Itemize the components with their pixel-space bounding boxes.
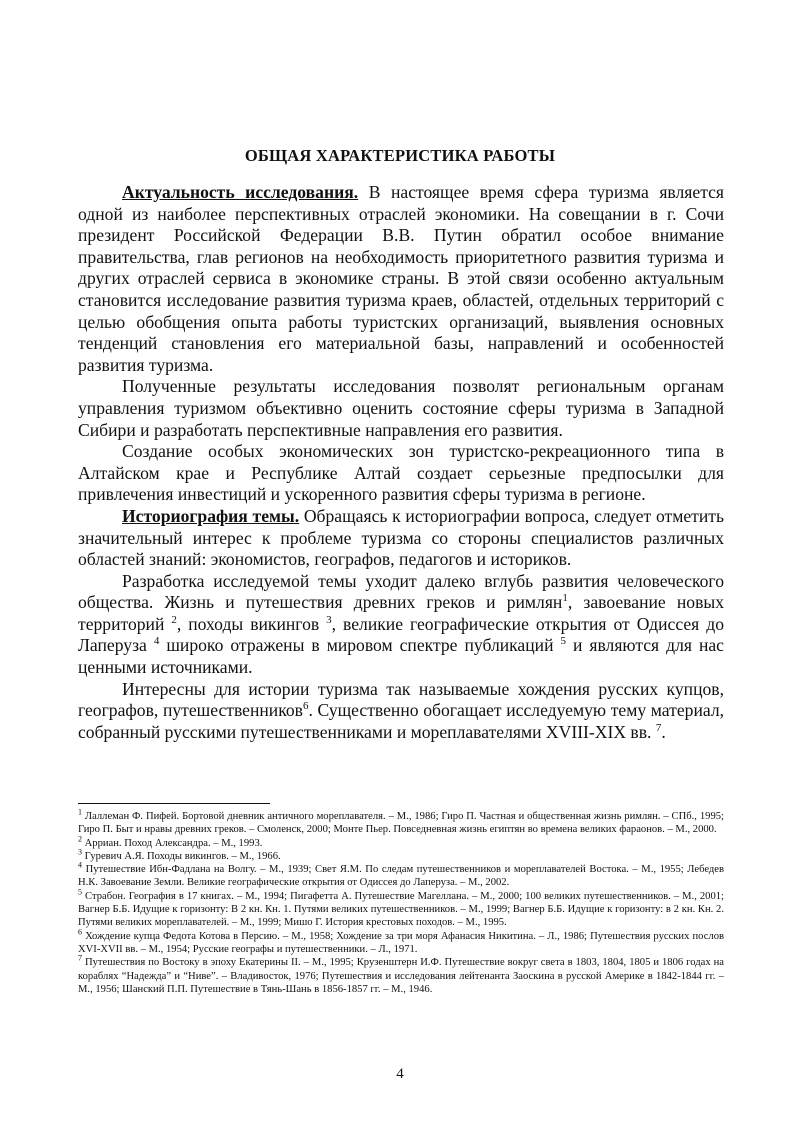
paragraph-text: В настоящее время сфера туризма является одной из наиболее перспективных отраслей экономики. На совещании в г. Сочи президент Российской Федерации В.В. Путин обратил особое внимание правительства, глав регионов на необходимость приоритетного развития туризма и других отраслей сервиса в экономике страны. В этой связи особенно актуальным становится исследование развития туризма краев, областей, отдельных территорий с целью обобщения опыта работы туристских организаций, выявления основных тенденций становления его материальной базы, направлений и особенностей развития туризма. (78, 182, 724, 375)
footnote-ref-6[interactable]: 6 (302, 700, 309, 713)
footnote-4 (78, 860, 724, 890)
footnote-number: 6 (78, 927, 82, 937)
paragraph-text: и являются для нас ценными источниками. (78, 635, 724, 678)
body-text (78, 182, 724, 743)
paragraph-historiography (78, 506, 724, 571)
footnote-ref-5[interactable]: 5 (560, 635, 566, 648)
footnote-5 (78, 887, 724, 930)
footnote-ref-1[interactable]: 1 (562, 592, 568, 605)
footnote-divider (78, 803, 270, 804)
footnote-number: 2 (78, 834, 82, 844)
footnote-number: 3 (78, 847, 82, 857)
footnote-number: 7 (78, 953, 82, 963)
paragraph-text: Разработка исследуемой темы уходит далеко вглубь развития человеческого общества. Жизнь и путешествия древних греков и римлян (78, 570, 724, 613)
paragraph-text: . (661, 721, 666, 742)
paragraph-results (78, 376, 724, 441)
paragraph-development (78, 571, 724, 679)
paragraph-text: Полученные результаты исследования позволят региональным органам управления туризмом объективно оценить состояние сферы туризма в Западной Сибири и разработать перспективные направления его развития. (78, 376, 724, 440)
paragraph-text: Обращаясь к историографии вопроса, следует отметить значительный интерес к проблеме туризма со стороны специалистов различных областей знаний: экономистов, географов, педагогов и историков. (78, 505, 724, 570)
footnote-text: Страбон. География в 17 книгах. – М., 1994; Пигафетта А. Путешествие Магеллана. – М., 2000; 100 великих путешественников. – М., 2001; Вагнер Б.Б. Идущие к горизонту: В 2 кн. Кн. 1. Путями великих путешественников. – М., 1999; Вагнер Б.Б. Идущие к горизонту: в 2 кн. Кн. 2. Путями великих мореплавателей. – М., 1999; Мишо Г. История крестовых походов. – М., 1995. (78, 890, 724, 929)
footnote-text: Хождение купца Федота Котова в Персию. – М., 1958; Хождение за три моря Афанасия Никитина. – Л., 1986; Путешествия русских послов XVI-XVII вв. – М., 1954; Русские географы и путешественники. – Л., 1971. (78, 930, 724, 955)
section-heading-relevance: Актуальность исследования. (122, 182, 359, 202)
footnote-ref-7[interactable]: 7 (655, 721, 662, 734)
paragraph-text: . Существенно обогащает исследуемую тему материал, собранный русскими путешественниками и мореплавателями XVIII-XIX вв. (78, 700, 724, 742)
footnotes (78, 807, 724, 996)
section-heading-historiography: Историография темы. (122, 505, 300, 526)
paragraph-relevance (78, 182, 724, 376)
paragraph-text: , завоевание новых территорий (78, 592, 724, 634)
footnote-ref-4[interactable]: 4 (153, 635, 160, 648)
footnote-text: Путешествия по Востоку в эпоху Екатерины II. – М., 1995; Крузенштерн И.Ф. Путешествие вокруг света в 1803, 1804, 1805 и 1806 годах на кораблях “Надежда” и “Ниве”. – Владивосток, 1976; Путешествия и исследования лейтенанта Заоскина в русской Америке в 1842-1844 гг. – М., 1956; Шанский П.П. Путешествие в Тянь-Шань в 1856-1857 гг. – М., 1946. (78, 957, 724, 995)
footnote-ref-2[interactable]: 2 (171, 614, 177, 627)
footnote-text: Лаллеман Ф. Пифей. Бортовой дневник античного мореплавателя. – М., 1986; Гиро П. Частная и общественная жизнь римлян. – СПб., 1995; Гиро П. Быт и нравы древних греков. – Смоленск, 2000; Монте Пьер. Повседневная жизнь египтян во времена великих фараонов. – М., 2000. (78, 811, 724, 836)
footnote-1 (78, 807, 724, 837)
footnote-7 (78, 953, 724, 996)
footnote-3 (78, 847, 724, 863)
footnote-6 (78, 927, 724, 957)
paragraph-text: Интересны для истории туризма так называемые хождения русских купцов, географов, путешественников (78, 678, 724, 721)
page-number: 4 (396, 1066, 404, 1082)
footnote-ref-3[interactable]: 3 (326, 614, 332, 627)
paragraph-text: , великие географические открытия от Одиссея до Лаперуза (78, 613, 724, 656)
footnote-text: Гуревич А.Я. Походы викингов. – М., 1966. (82, 850, 281, 862)
paragraph-text: широко отражены в мировом спектре публикаций (159, 635, 561, 656)
footnote-text: Путешествие Ибн-Фадлана на Волгу. – М., 1939; Свет Я.М. По следам путешественников и мореплавателей Востока. – М., 1955; Лебедев Н.К. Завоевание Земли. Великие географические открытия от Одиссея до Лаперуза. – М., 2002. (78, 864, 724, 889)
footnote-2 (78, 834, 724, 850)
paragraph-travelers (78, 679, 724, 744)
footnote-number: 5 (78, 887, 82, 897)
footnote-text: Арриан. Поход Александра. – М., 1993. (82, 837, 263, 849)
paragraph-text: , походы викингов (176, 613, 327, 634)
footnote-number: 1 (78, 807, 82, 817)
paragraph-economic-zones (78, 441, 724, 506)
footnote-number: 4 (78, 860, 82, 870)
page-title: ОБЩАЯ ХАРАКТЕРИСТИКА РАБОТЫ (244, 146, 556, 165)
paragraph-text: Создание особых экономических зон туристско-рекреационного типа в Алтайском крае и Республике Алтай создает серьезные предпосылки для привлечения инвестиций и ускоренного развития сферы туризма в регионе. (78, 441, 724, 505)
